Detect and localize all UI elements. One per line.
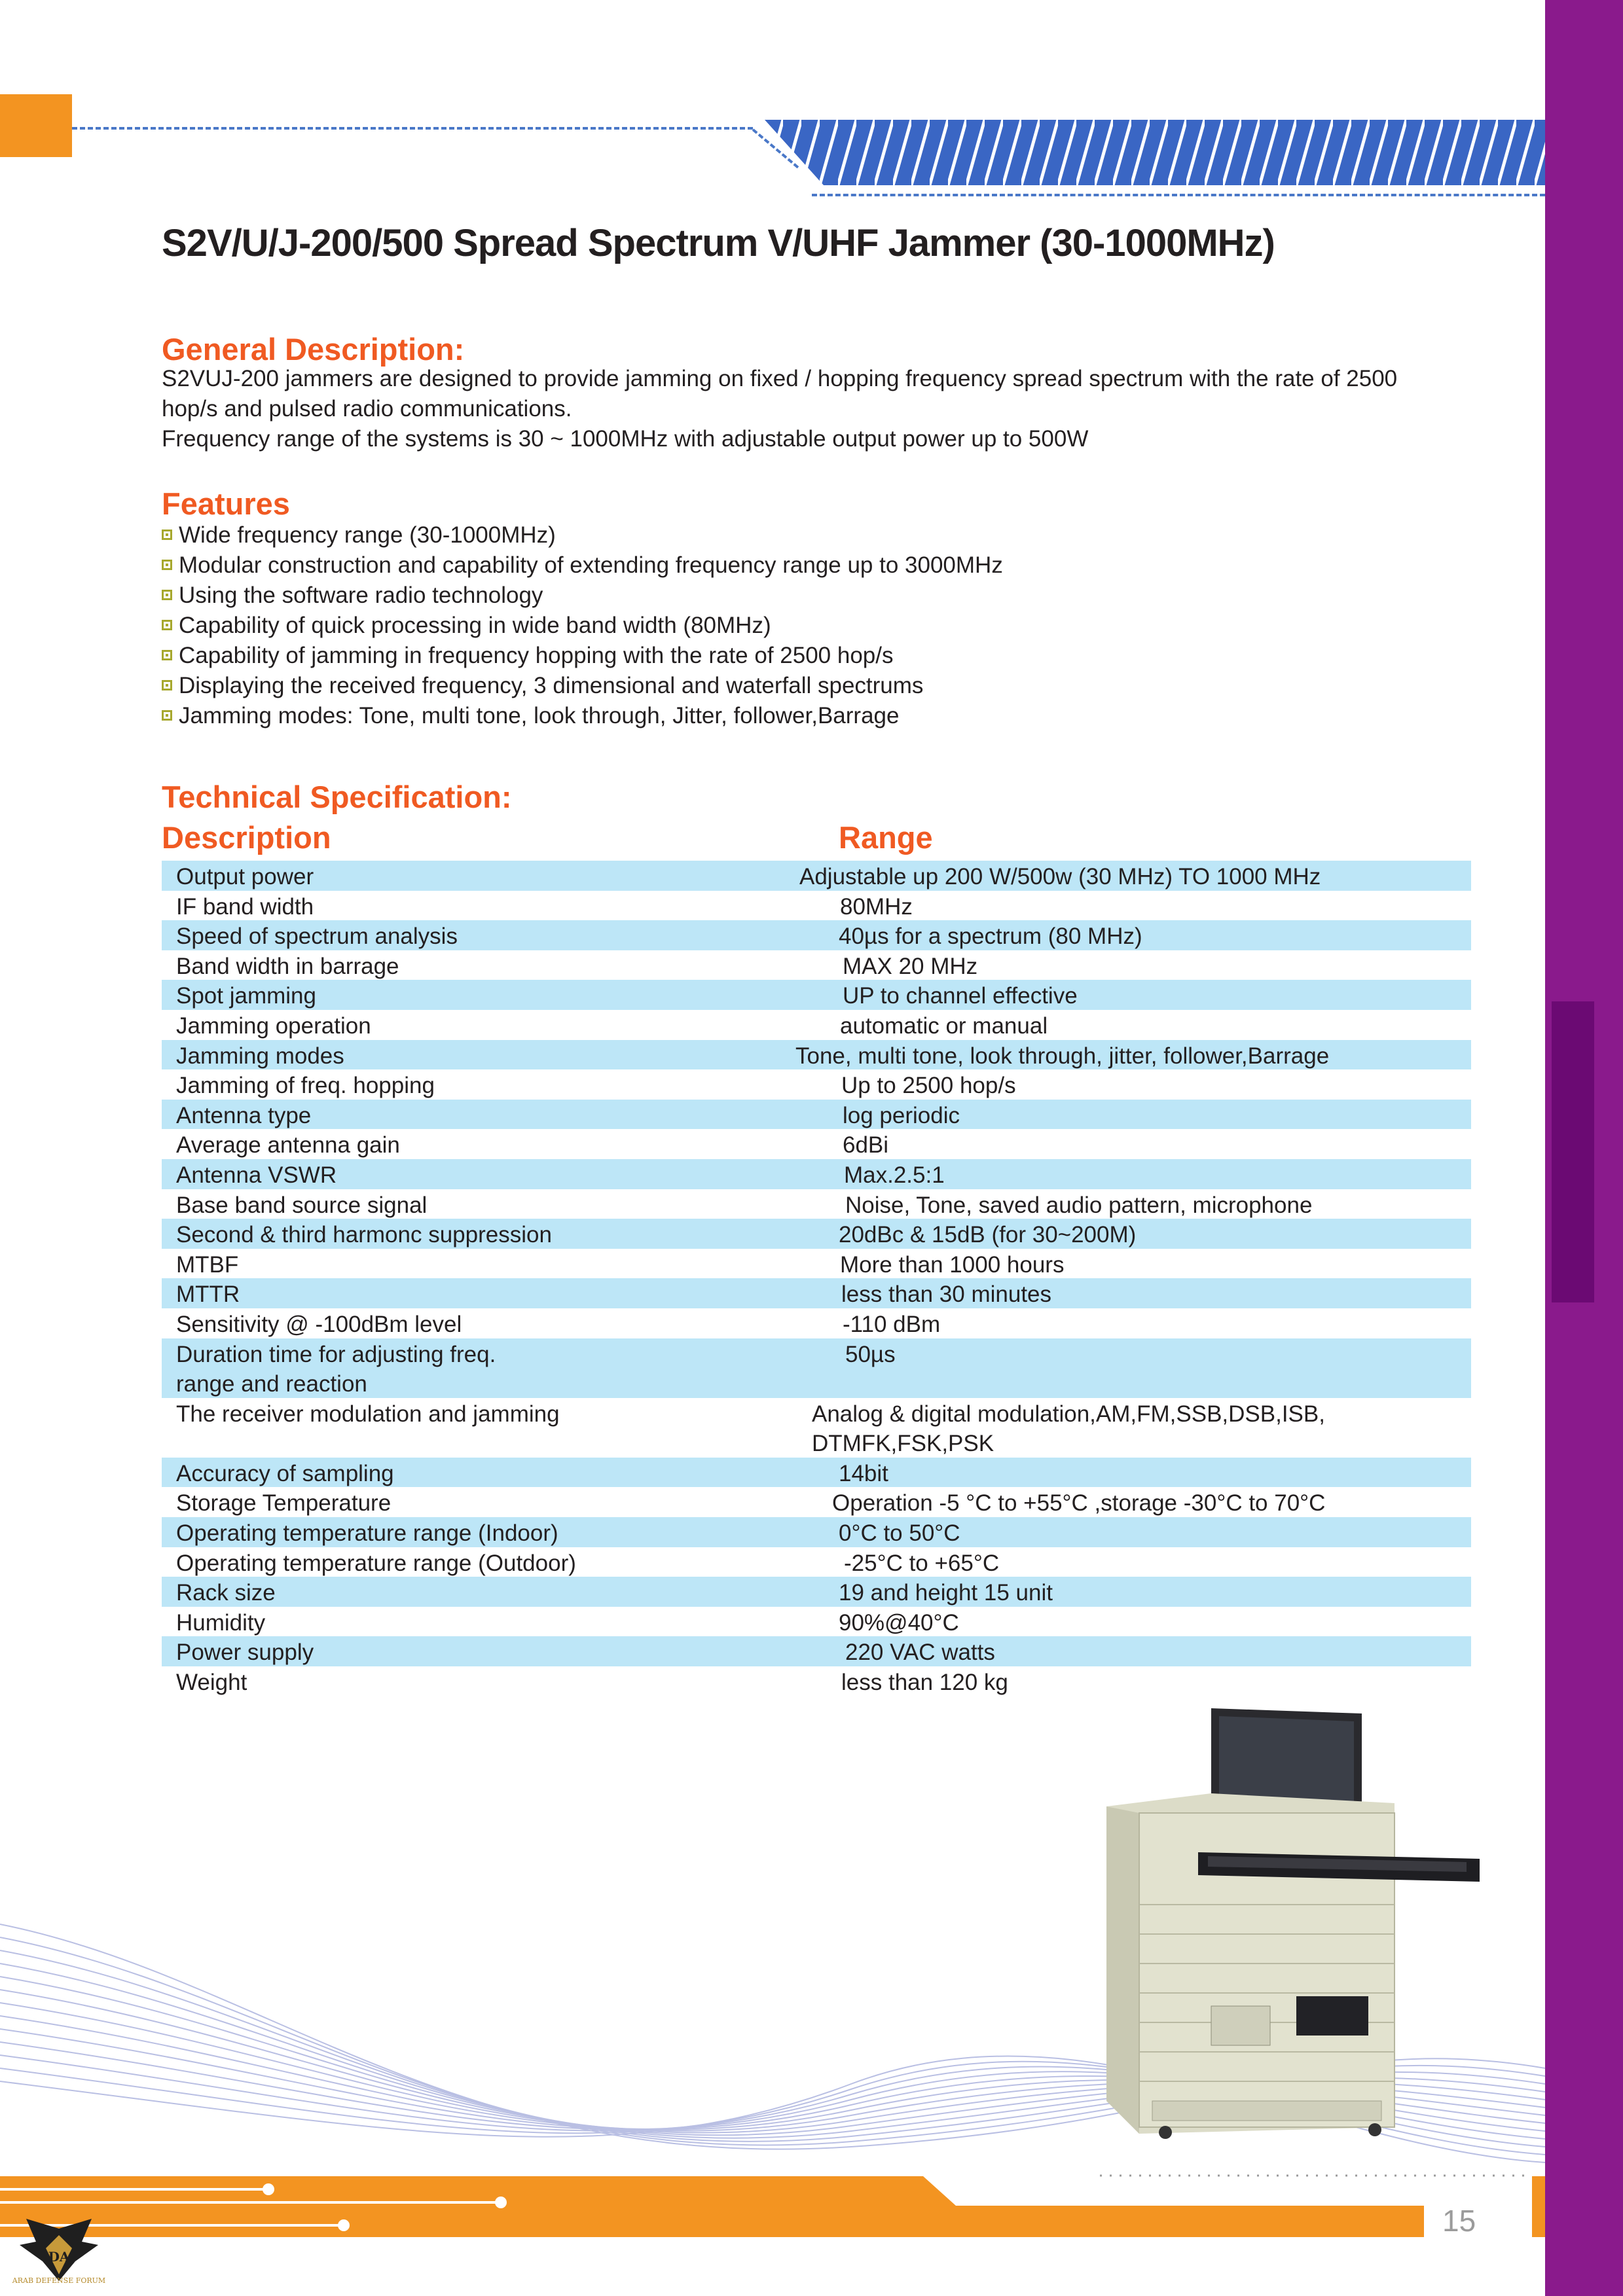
- bullet-icon: [162, 650, 172, 660]
- spec-description: IF band width: [176, 893, 314, 920]
- feature-text: Using the software radio technology: [179, 583, 543, 608]
- bullet-icon: [162, 590, 172, 600]
- spec-description: Sensitivity @ -100dBm level: [176, 1311, 462, 1337]
- header-dashed-line: [72, 127, 753, 130]
- bullet-icon: [162, 529, 172, 540]
- spec-description: Jamming modes: [176, 1043, 344, 1069]
- table-row: [162, 1069, 1471, 1100]
- feature-item: [162, 701, 899, 731]
- spec-description: The receiver modulation and jamming: [176, 1401, 560, 1427]
- feature-item: [162, 581, 543, 611]
- spec-range: -25°C to +65°C: [844, 1550, 1000, 1576]
- logo-letters: DA: [48, 2249, 70, 2265]
- spec-table: [162, 861, 1471, 1696]
- spec-description: Weight: [176, 1670, 247, 1696]
- table-row: [162, 1249, 1471, 1279]
- corner-orange-square: [0, 94, 72, 157]
- description-line: hop/s and pulsed radio communications.: [162, 396, 572, 422]
- spec-description: Average antenna gain: [176, 1132, 400, 1158]
- spec-range: UP to channel effective: [843, 983, 1078, 1009]
- spec-range: More than 1000 hours: [840, 1251, 1065, 1278]
- spec-range: Tone, multi tone, look through, jitter, follower,Barrage: [795, 1043, 1330, 1069]
- bullet-icon: [162, 560, 172, 570]
- spec-range: Noise, Tone, saved audio pattern, microphone: [845, 1192, 1313, 1218]
- spec-range: MAX 20 MHz: [843, 953, 978, 979]
- column-header-description: Description: [162, 820, 331, 855]
- side-tab: [1552, 1001, 1594, 1302]
- spec-range: -110 dBm: [843, 1311, 941, 1337]
- feature-text: Capability of quick processing in wide band width (80MHz): [179, 613, 771, 638]
- feature-text: Jamming modes: Tone, multi tone, look through, Jitter, follower,Barrage: [179, 703, 900, 728]
- table-row: [162, 920, 1471, 950]
- spec-description: Jamming of freq. hopping: [176, 1073, 435, 1099]
- header-striped-band: [765, 120, 1545, 185]
- spec-range: 220 VAC watts: [845, 1640, 995, 1666]
- feature-item: [162, 550, 1003, 581]
- logo-caption: ARAB DEFENSE FORUM: [12, 2276, 106, 2285]
- spec-range: Max.2.5:1: [844, 1162, 945, 1188]
- table-row: [162, 1487, 1471, 1517]
- feature-item: [162, 520, 556, 550]
- footer-band: [0, 2160, 1623, 2238]
- table-row: [162, 1040, 1471, 1070]
- spec-description: Antenna type: [176, 1102, 312, 1128]
- spec-description: Output power: [176, 864, 314, 889]
- spec-range: less than 30 minutes: [841, 1282, 1052, 1308]
- table-row: [162, 1338, 1471, 1398]
- spec-description: Band width in barrage: [176, 953, 399, 979]
- spec-range: 14bit: [839, 1460, 888, 1486]
- spec-description: Speed of spectrum analysis: [176, 924, 458, 950]
- spec-description: Accuracy of sampling: [176, 1460, 394, 1486]
- spec-range: Up to 2500 hop/s: [841, 1073, 1016, 1099]
- spec-range: 20dBc & 15dB (for 30~200M): [839, 1222, 1137, 1248]
- table-row: [162, 980, 1471, 1010]
- spec-description: Humidity: [176, 1609, 266, 1636]
- feature-text: Wide frequency range (30-1000MHz): [179, 522, 556, 548]
- jammer-rack-photo: [1100, 1708, 1480, 2140]
- spec-description: Rack size: [176, 1580, 276, 1606]
- spec-description: Operating temperature range (Indoor): [176, 1520, 558, 1547]
- spec-description: Second & third harmonc suppression: [176, 1222, 552, 1248]
- spec-description: Storage Temperature: [176, 1490, 392, 1516]
- feature-item: [162, 611, 771, 641]
- table-row: [162, 1547, 1471, 1577]
- spec-range: 6dBi: [843, 1132, 889, 1158]
- spec-range: log periodic: [843, 1102, 960, 1128]
- general-description-text: [162, 364, 1478, 454]
- feature-text: Displaying the received frequency, 3 dimensional and waterfall spectrums: [179, 673, 924, 698]
- description-line: Frequency range of the systems is 30 ~ 1000MHz with adjustable output power up to 500W: [162, 426, 1089, 452]
- bullet-icon: [162, 680, 172, 691]
- table-row: [162, 1398, 1471, 1458]
- feature-text: Capability of jamming in frequency hopping with the rate of 2500 hop/s: [179, 643, 894, 668]
- page-title: S2V/U/J-200/500 Spread Spectrum V/UHF Jammer (30-1000MHz): [162, 222, 1275, 264]
- spec-description: Jamming operation: [176, 1013, 371, 1039]
- header-dashed-line-lower: [812, 194, 1545, 196]
- table-row: [162, 1636, 1471, 1666]
- feature-item: [162, 671, 923, 701]
- spec-description: Base band source signal: [176, 1192, 428, 1218]
- spec-range: 0°C to 50°C: [839, 1520, 960, 1547]
- spec-description: Spot jamming: [176, 983, 316, 1009]
- table-row: [162, 1189, 1471, 1219]
- feature-item: [162, 641, 894, 671]
- table-row: [162, 1308, 1471, 1338]
- table-row: [162, 1100, 1471, 1130]
- table-row: [162, 861, 1471, 891]
- table-row: [162, 950, 1471, 980]
- table-row: [162, 1666, 1471, 1696]
- spec-range: automatic or manual: [840, 1013, 1048, 1039]
- table-row: [162, 1010, 1471, 1040]
- spec-description: MTBF: [176, 1251, 239, 1278]
- bullet-icon: [162, 620, 172, 630]
- column-header-range: Range: [839, 820, 933, 855]
- spec-range: Analog & digital modulation,AM,FM,SSB,DSB,ISB, DTMFK,FSK,PSK: [812, 1401, 1325, 1457]
- spec-range: 19 and height 15 unit: [839, 1580, 1053, 1606]
- spec-description: Operating temperature range (Outdoor): [176, 1550, 576, 1576]
- table-row: [162, 1577, 1471, 1607]
- table-row: [162, 1219, 1471, 1249]
- spec-range: 90%@40°C: [839, 1609, 959, 1636]
- table-row: [162, 891, 1471, 921]
- table-row: [162, 1278, 1471, 1308]
- page-number: 15: [1442, 2204, 1476, 2238]
- bullet-icon: [162, 710, 172, 721]
- spec-range: Adjustable up 200 W/500w (30 MHz) TO 1000 MHz: [799, 864, 1321, 889]
- spec-range: less than 120 kg: [841, 1670, 1008, 1696]
- spec-description: Power supply: [176, 1640, 314, 1666]
- features-heading: Features: [162, 486, 290, 521]
- table-row: [162, 1159, 1471, 1189]
- spec-description: Antenna VSWR: [176, 1162, 337, 1188]
- spec-range: 40µs for a spectrum (80 MHz): [839, 924, 1142, 950]
- tech-spec-heading: Technical Specification:: [162, 780, 512, 814]
- spec-range: 50µs: [845, 1341, 896, 1367]
- spec-range: Operation -5 °C to +55°C ,storage -30°C to 70°C: [832, 1490, 1326, 1516]
- table-row: [162, 1458, 1471, 1488]
- general-description-heading: General Description:: [162, 332, 465, 367]
- spec-description: Duration time for adjusting freq. range and reaction: [176, 1341, 496, 1397]
- spec-range: 80MHz: [840, 893, 913, 920]
- description-line: S2VUJ-200 jammers are designed to provide jamming on fixed / hopping frequency spread spectrum with the rate of 2500: [162, 366, 1398, 391]
- table-row: [162, 1129, 1471, 1159]
- spec-description: MTTR: [176, 1282, 240, 1308]
- feature-text: Modular construction and capability of extending frequency range up to 3000MHz: [179, 552, 1003, 578]
- table-row: [162, 1517, 1471, 1547]
- table-row: [162, 1607, 1471, 1637]
